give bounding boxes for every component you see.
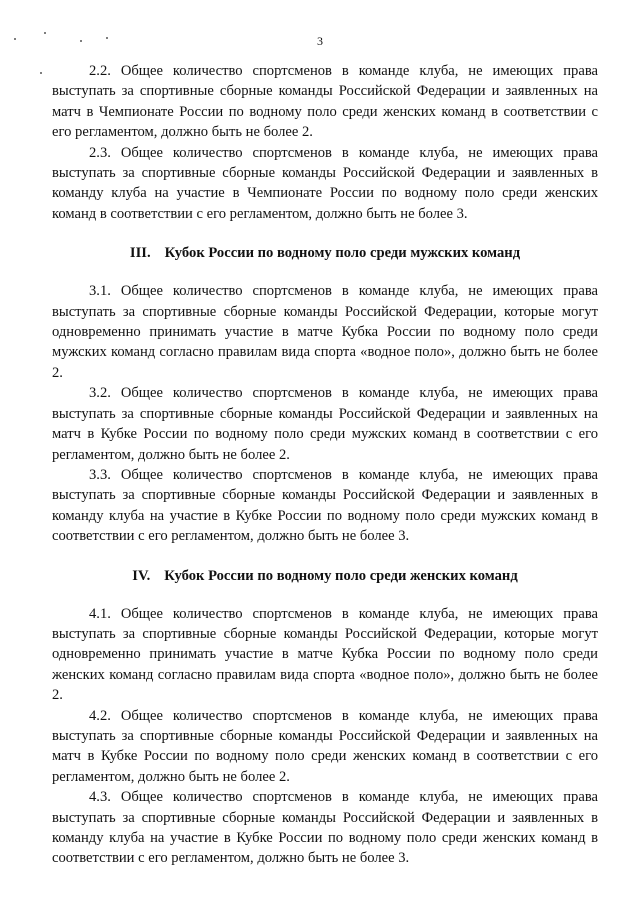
paragraph-3-1: 3.1. Общее количество спортсменов в команде клуба, не имеющих права выступать за спортивные сборные команды Российской Федерации, которые могут одновременно принимать участие в матче Кубка России по водному поло среди мужских команд согласно правилам вида спорта «водное поло», должно быть не более 2.: [52, 283, 598, 381]
paragraph-4-3: 4.3. Общее количество спортсменов в команде клуба, не имеющих права выступать за спортивные сборные команды Российской Федерации и заявленных в команду клуба на участие в Кубке России по водному поло среди женских команд в соответствии с его регламентом, должно быть не более 3.: [52, 789, 598, 867]
page-number: 3: [317, 34, 323, 48]
paragraph-3-3: 3.3. Общее количество спортсменов в команде клуба, не имеющих права выступать за спортивные сборные команды Российской Федерации и заявленных в команду клуба на участие в Кубке России по водному поло среди мужских команд в соответствии с его регламентом, должно быть не более 3.: [52, 466, 598, 545]
section-heading-iii: [52, 243, 598, 263]
paragraph-3-2: 3.2. Общее количество спортсменов в команде клуба, не имеющих права выступать за спортивные сборные команды Российской Федерации и заявленных на матч в Кубке России по водному поло среди мужских команд в соответствии с его регламентом, должно быть не более 2.: [52, 385, 598, 463]
paragraph-4-1: 4.1. Общее количество спортсменов в команде клуба, не имеющих права выступать за спортивные сборные команды Российской Федерации, которые могут одновременно принимать участие в матче Кубка России по водному поло среди женских команд согласно правилам вида спорта «водное поло», должно быть не более 2.: [52, 605, 598, 704]
paragraph-4-2: 4.2. Общее количество спортсменов в команде клуба, не имеющих права выступать за спортивные сборные команды Российской Федерации и заявленных на матч в Кубке России по водному поло среди женских команд в соответствии с его регламентом, должно быть не более 2.: [52, 707, 598, 785]
section-number: III.: [129, 245, 151, 262]
section-heading-iv: [52, 566, 598, 586]
scan-speck: [40, 72, 42, 74]
paragraph-2-2: 2.2. Общее количество спортсменов в команде клуба, не имеющих права выступать за спортивные сборные команды Российской Федерации и заявленных на матч в Чемпионате России по водному поло среди женских команд в соответствии с его регламентом, должно быть не более 2.: [52, 63, 598, 141]
section-number: IV.: [132, 567, 151, 584]
section-title: Кубок России по водному поло среди женских команд: [164, 567, 518, 584]
section-title: Кубок России по водному поло среди мужских команд: [164, 245, 521, 262]
paragraph-2-3: 2.3. Общее количество спортсменов в команде клуба, не имеющих права выступать за спортивные сборные команды Российской Федерации и заявленных в команду клуба на участие в Чемпионате России по водному поло среди женских команд в соответствии с его регламентом, должно быть не более 3.: [52, 144, 598, 222]
document-body: [52, 61, 598, 869]
